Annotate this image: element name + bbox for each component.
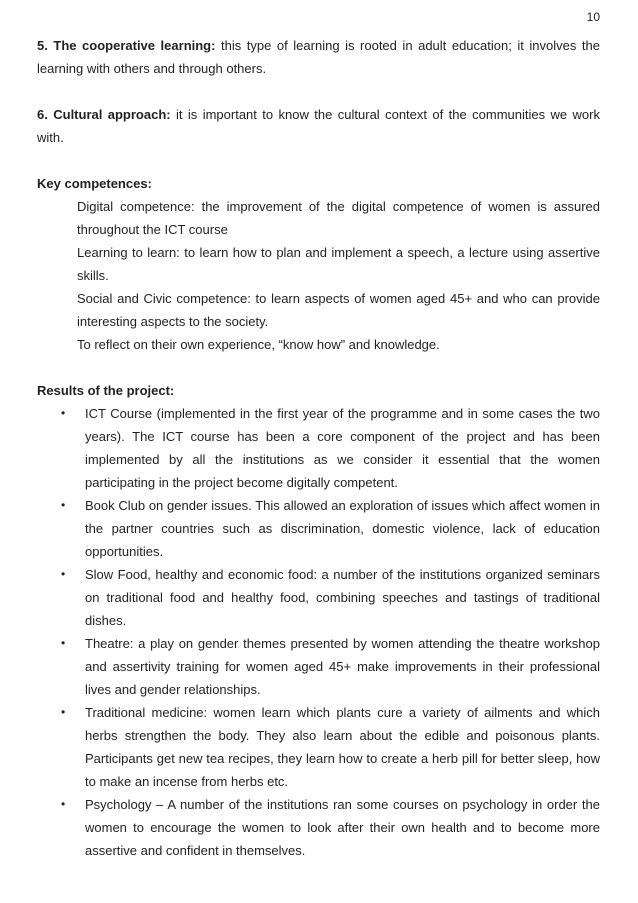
result-item-psychology: • Psychology – A number of the institutions ran some courses on psychology in order the women to encourage the women to look after their own health and to become more assertive and confident in themselves. xyxy=(37,793,600,862)
page-number: 10 xyxy=(586,10,600,24)
bullet-icon: • xyxy=(61,567,66,581)
section-text: this type of learning is rooted in adult education; it involves the learning with others and through others. xyxy=(37,38,600,76)
competence-reflect: To reflect on their own experience, “know how” and knowledge. xyxy=(77,337,440,352)
section-heading: 5. The cooperative learning: xyxy=(37,38,216,53)
bullet-icon: • xyxy=(61,636,66,650)
result-item-theatre: • Theatre: a play on gender themes presented by women attending the theatre workshop and assertivity training for women aged 45+ make improvements in their professional lives and gender relationships. xyxy=(37,632,600,701)
result-item-book-club: • Book Club on gender issues. This allowed an exploration of issues which affect women in the partner countries such as discrimination, domestic violence, lack of education opportunities. xyxy=(37,494,600,563)
section-text: it is important to know the cultural context of the communities we work with. xyxy=(37,107,600,145)
results-list xyxy=(37,402,600,862)
result-item-traditional-medicine: • Traditional medicine: women learn which plants cure a variety of ailments and which herbs strengthen the body. They also learn about the edible and poisonous plants. Participants get new tea recipes, they learn how to create a herb pill for better sleep, how to make an incense from herbs etc. xyxy=(37,701,600,793)
bullet-icon: • xyxy=(61,705,66,719)
result-item-slow-food: • Slow Food, healthy and economic food: a number of the institutions organized seminars on traditional food and healthy food, combining speeches and tastings of traditional dishes. xyxy=(37,563,600,632)
results-heading: Results of the project: xyxy=(37,383,175,398)
key-competences-heading: Key competences: xyxy=(37,176,152,191)
bullet-icon: • xyxy=(61,406,66,420)
section-cooperative-learning xyxy=(37,34,600,80)
section-cultural-approach xyxy=(37,103,600,149)
competence-learning-to-learn: Learning to learn: to learn how to plan and implement a speech, a lecture using assertive skills. xyxy=(77,245,600,283)
bullet-icon: • xyxy=(61,498,66,512)
competence-social-civic: Social and Civic competence: to learn aspects of women aged 45+ and who can provide interesting aspects to the society. xyxy=(77,291,600,329)
competence-digital: Digital competence: the improvement of the digital competence of women is assured throughout the ICT course xyxy=(77,199,600,237)
document-body xyxy=(37,34,600,862)
result-item-ict-course: • ICT Course (implemented in the first year of the programme and in some cases the two years). The ICT course has been a core component of the project and has been implemented by all the institutions as we consider it essential that the women participating in the project become digitally competent. xyxy=(37,402,600,494)
section-heading: 6. Cultural approach: xyxy=(37,107,171,122)
bullet-icon: • xyxy=(61,797,66,811)
